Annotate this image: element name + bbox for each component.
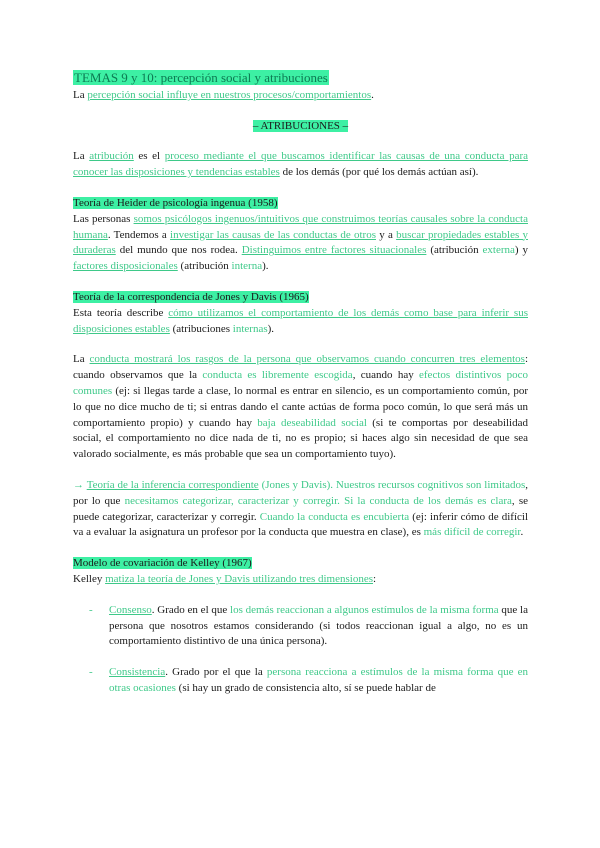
text: La bbox=[73, 353, 90, 366]
inferencia-paragraph bbox=[73, 478, 528, 541]
highlight-text: Teoría de la inferencia correspondiente bbox=[86, 478, 259, 491]
highlight-text: efectos distintivos poco comunes bbox=[73, 369, 529, 397]
highlight-text: los demás reaccionan a algunos estímulos de la misma forma bbox=[230, 603, 499, 616]
highlight-text: más difícil de corregir bbox=[423, 526, 521, 539]
highlight-text: factores disposicionales bbox=[73, 260, 178, 273]
highlight-text: persona reacciona a estímulos de la misma forma que en otras ocasiones bbox=[109, 666, 528, 694]
bullet-dash: - bbox=[89, 666, 93, 679]
jones-paragraph bbox=[73, 306, 528, 338]
highlight-text: somos psicólogos ingenuos/intuitivos que construimos teorías causales sobre la conducta humana bbox=[73, 212, 528, 241]
highlight-text: investigar las causas de las conductas de otros bbox=[170, 228, 376, 241]
text: . bbox=[520, 526, 524, 539]
jones-heading: Teoría de la correspondencia de Jones y Davis (1965) bbox=[73, 290, 309, 303]
highlight-text: cómo utilizamos el comportamiento de los demás como base para inferir sus disposiciones estables bbox=[73, 306, 528, 335]
text: (si te comportas por deseabilidad social, el comportamiento no dice nada de ti, no es propio; si haces algo sin necesidad de que sea valorado socialmente, es más probable que sea un comportamiento tuyo). bbox=[73, 416, 528, 461]
highlight-text: proceso mediante el que buscamos identificar las causas de una conducta para conocer las disposiciones y tendencias estables bbox=[73, 150, 528, 179]
text: , cuando hay bbox=[352, 369, 420, 382]
highlight-text: buscar propiedades estables y duraderas bbox=[73, 228, 528, 257]
bullet-consistencia bbox=[73, 665, 528, 697]
intro-text: . bbox=[371, 88, 374, 101]
kelley-paragraph bbox=[73, 572, 528, 588]
highlight-text: baja deseabilidad social bbox=[257, 416, 367, 429]
text: La bbox=[73, 150, 90, 163]
text: (atribuciones bbox=[169, 322, 233, 335]
jones-heading-line bbox=[73, 290, 528, 306]
highlight-text: necesitamos categorizar, caracterizar y corregir. Si la conducta de los demás es clara bbox=[124, 494, 512, 507]
text: (si hay un grado de consistencia alto, sí se puede hablar de bbox=[175, 681, 436, 694]
document-content bbox=[73, 70, 528, 697]
text: es el bbox=[133, 150, 165, 163]
text: Kelley bbox=[73, 572, 106, 585]
text: . Grado en el que bbox=[151, 603, 231, 616]
bullet-dash: - bbox=[89, 603, 93, 616]
text: , por lo que bbox=[73, 478, 528, 507]
text: ). bbox=[267, 322, 275, 335]
highlight-text: (Jones y Davis). Nuestros recursos cognitivos son limitados bbox=[258, 478, 526, 491]
text: (ej: inferir cómo de difícil va a evaluar la asignatura un profesor por la conducta que muestra en clase), es bbox=[73, 510, 529, 539]
highlight-text: externa bbox=[482, 244, 515, 257]
intro-highlight: percepción social influye en nuestros procesos/comportamientos bbox=[87, 88, 372, 101]
highlight-text: internas bbox=[232, 322, 268, 335]
text: (ej: si llegas tarde a clase, lo normal es entrar en silencio, es un comportamiento común, por lo que no dice mucho de ti; si entras dando el cante actúas de forma poco común, lo que será más un comportamiento propio) y cuando hay bbox=[73, 384, 528, 429]
text: ). bbox=[262, 260, 269, 273]
text: y a bbox=[375, 228, 397, 241]
text: : cuando observamos que la bbox=[73, 353, 528, 382]
jones-elements-paragraph bbox=[73, 352, 528, 463]
text: : bbox=[372, 572, 377, 585]
text: , se puede categorizar, caracterizar y corregir. bbox=[73, 494, 528, 523]
term-atribucion: atribución bbox=[89, 150, 134, 163]
text: . Grado por el que la bbox=[165, 666, 267, 679]
heider-paragraph bbox=[73, 212, 528, 275]
text: Esta teoría describe bbox=[73, 306, 169, 319]
highlight-text: conducta mostrará los rasgos de la persona que observamos cuando concurren tres elementos bbox=[89, 353, 525, 366]
heider-heading: Teoría de Heider de psicología ingenua (1958) bbox=[73, 196, 278, 209]
text: . Tendemos a bbox=[107, 228, 171, 241]
doc-title: TEMAS 9 y 10: percepción social y atribuciones bbox=[74, 70, 328, 85]
bullet-consenso bbox=[73, 603, 528, 650]
intro-paragraph bbox=[73, 88, 528, 104]
highlight-text: conducta es libremente escogida bbox=[202, 369, 353, 382]
arrow-icon: → bbox=[73, 478, 87, 491]
highlight-text: Cuando la conducta es encubierta bbox=[259, 510, 410, 523]
intro-text: La bbox=[73, 88, 88, 101]
highlight-text: Distinguimos entre factores situacionales bbox=[241, 244, 427, 257]
doc-title-line bbox=[73, 70, 528, 88]
text: Las personas bbox=[73, 212, 134, 225]
heider-heading-line bbox=[73, 196, 528, 212]
highlight-text: matiza la teoría de Jones y Davis utilizando tres dimensiones bbox=[105, 572, 373, 585]
bullet-label: Consenso bbox=[109, 603, 152, 616]
text: (atribución bbox=[426, 244, 483, 257]
kelley-heading-line bbox=[73, 556, 528, 572]
highlight-text: interna bbox=[231, 260, 263, 273]
text: de los demás (por qué los demás actúan así). bbox=[279, 166, 479, 179]
atribucion-definition bbox=[73, 149, 528, 181]
text: del mundo que nos rodea. bbox=[115, 244, 242, 257]
bullet-label: Consistencia bbox=[109, 666, 166, 679]
kelley-heading: Modelo de covariación de Kelley (1967) bbox=[73, 557, 252, 570]
text: (atribución bbox=[177, 260, 232, 273]
text: que la persona que nosotros estamos considerando (si todos reaccionan igual a algo, no es un comportamiento distintivo de una única persona). bbox=[109, 603, 528, 648]
text: ) y bbox=[514, 244, 528, 257]
atribuciones-heading-line bbox=[73, 119, 528, 135]
atribuciones-heading: – ATRIBUCIONES – bbox=[252, 119, 349, 132]
